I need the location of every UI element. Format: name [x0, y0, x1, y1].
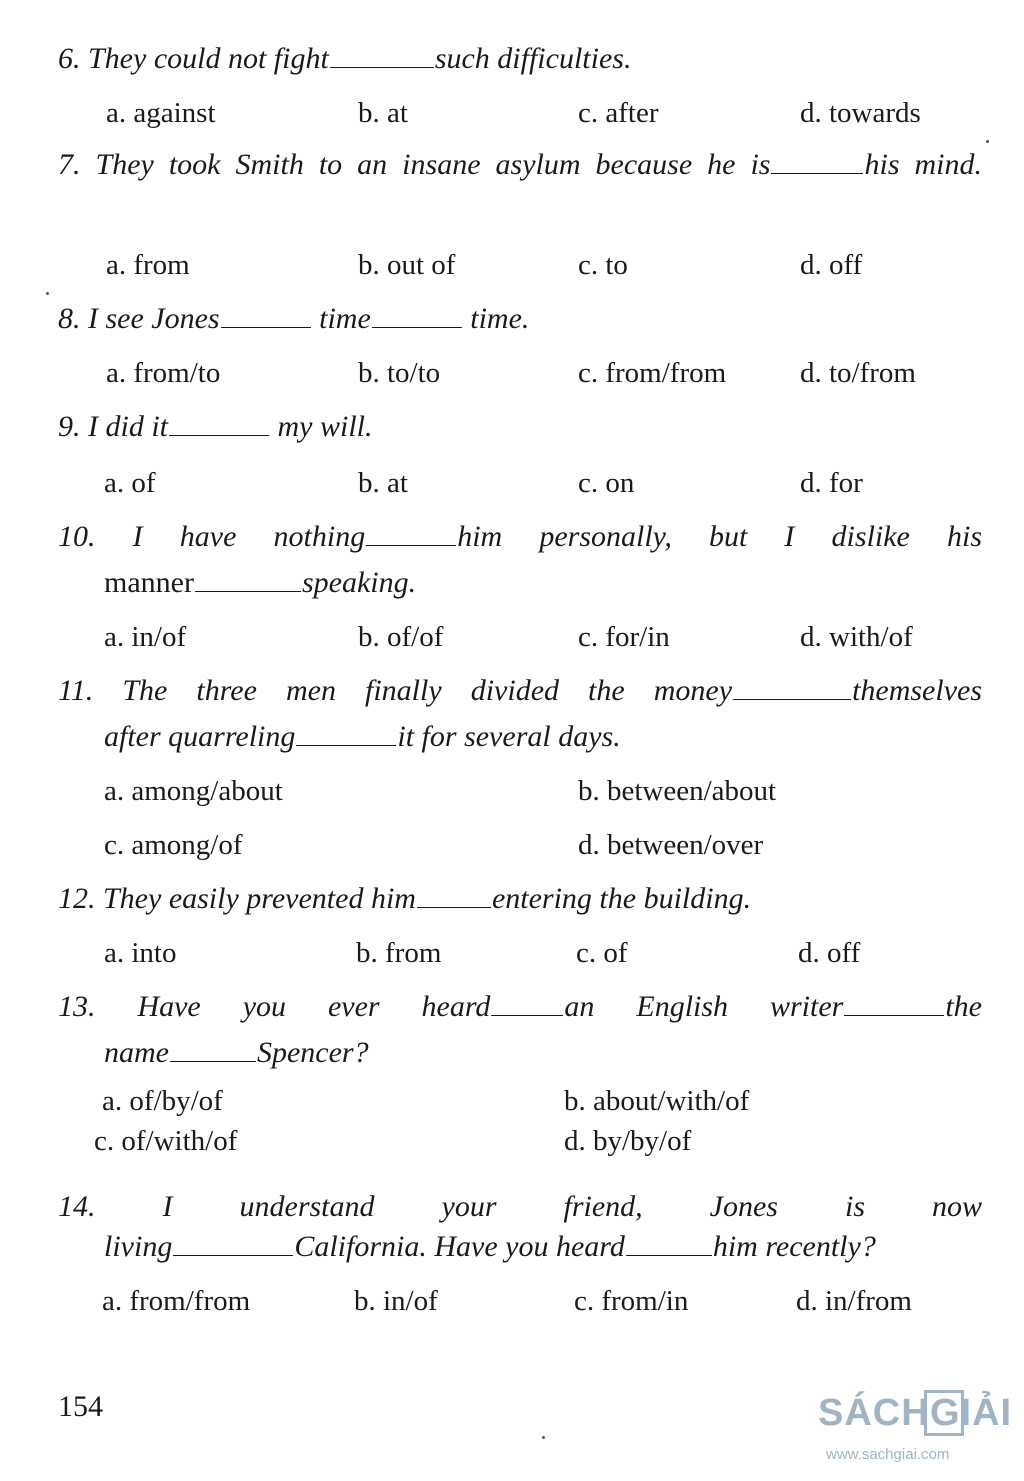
question-13: [58, 984, 982, 1076]
option-a[interactable]: a. in/of: [104, 621, 187, 653]
option-b[interactable]: b. in/of: [354, 1285, 438, 1317]
scan-speck: [46, 292, 49, 295]
question-number: 8.: [58, 302, 81, 335]
scan-speck: [986, 140, 989, 143]
answer-blank: [733, 698, 851, 700]
option-b[interactable]: b. at: [358, 467, 408, 499]
option-a[interactable]: a. of: [104, 467, 156, 499]
question-13-stem-line1: [58, 984, 982, 1030]
answer-blank: [844, 1014, 944, 1016]
option-c[interactable]: c. of: [576, 937, 628, 969]
option-c[interactable]: c. from/from: [578, 357, 727, 389]
answer-blank: [626, 1254, 712, 1256]
answer-blank: [372, 326, 462, 328]
question-number: 9.: [58, 410, 81, 443]
stem-text: Have you ever heard: [137, 990, 491, 1023]
option-d[interactable]: d. in/from: [796, 1285, 912, 1317]
option-c[interactable]: c. from/in: [574, 1285, 689, 1317]
question-12: [58, 876, 982, 922]
question-10-stem-line2: [58, 560, 982, 606]
watermark-brand-right: GIẢI: [930, 1392, 1013, 1434]
stem-text: California. Have you heard: [294, 1230, 625, 1263]
stem-text: speaking.: [301, 566, 417, 599]
answer-blank: [417, 906, 491, 908]
stem-text: such difficulties.: [434, 42, 632, 75]
option-b[interactable]: b. to/to: [358, 357, 441, 389]
question-7: [58, 142, 982, 188]
question-11-stem-line2: [58, 714, 982, 760]
stem-text: him recently?: [712, 1230, 876, 1263]
stem-text: name: [104, 1036, 169, 1069]
watermark-brand-left: SÁCH: [818, 1392, 930, 1434]
question-number: 6.: [58, 42, 81, 75]
option-a[interactable]: a. from/to: [106, 357, 221, 389]
stem-text: time: [319, 302, 371, 335]
stem-text: The three men finally divided the money: [122, 674, 733, 707]
question-number: 12.: [58, 882, 96, 915]
option-b[interactable]: b. out of: [358, 249, 456, 281]
question-8: [58, 296, 982, 342]
stem-text: I have nothing: [132, 520, 366, 553]
question-6-stem: [58, 36, 982, 82]
stem-text: They easily prevented him: [103, 882, 416, 915]
option-d[interactable]: d. between/over: [578, 829, 764, 861]
answer-blank: [330, 66, 434, 68]
option-c[interactable]: c. after: [578, 97, 659, 129]
question-10-stem-line1: [58, 514, 982, 560]
question-9-stem: [58, 404, 982, 450]
page-number: 154: [58, 1390, 103, 1423]
option-b[interactable]: b. of/of: [358, 621, 444, 653]
option-a[interactable]: a. among/about: [104, 775, 283, 807]
stem-text: Spencer?: [256, 1036, 369, 1069]
stem-text: themselves: [852, 674, 983, 707]
stem-text: entering the building.: [491, 882, 752, 915]
answer-blank: [491, 1014, 563, 1016]
stem-text: time.: [470, 302, 530, 335]
question-number: 11.: [58, 674, 94, 707]
question-10: [58, 514, 982, 606]
stem-text: I see Jones: [88, 302, 220, 335]
option-c[interactable]: c. on: [578, 467, 635, 499]
question-number: 7.: [58, 148, 81, 181]
option-d[interactable]: d. towards: [800, 97, 921, 129]
stem-text: him personally, but I dislike his: [457, 520, 983, 553]
scan-speck: [542, 1436, 545, 1439]
question-9: [58, 404, 982, 450]
answer-blank: [173, 1254, 293, 1256]
stem-text: after quarreling: [104, 720, 296, 753]
question-number: 10.: [58, 520, 96, 553]
question-11: [58, 668, 982, 760]
answer-blank: [195, 590, 301, 592]
question-6: [58, 36, 982, 82]
stem-text: an English writer: [564, 990, 844, 1023]
option-a[interactable]: a. into: [104, 937, 177, 969]
question-number: 14.: [58, 1190, 96, 1223]
answer-blank: [169, 434, 269, 436]
stem-text: the: [945, 990, 982, 1023]
option-c[interactable]: c. of/with/of: [94, 1125, 238, 1157]
option-d[interactable]: d. by/by/of: [564, 1125, 692, 1157]
option-b[interactable]: b. about/with/of: [564, 1085, 750, 1117]
option-d[interactable]: d. to/from: [800, 357, 916, 389]
stem-text: They took Smith to an insane asylum because he is: [95, 148, 771, 181]
option-d[interactable]: d. for: [800, 467, 863, 499]
stem-text: They could not fight: [88, 42, 329, 75]
option-d[interactable]: d. off: [800, 249, 863, 281]
option-b[interactable]: b. at: [358, 97, 408, 129]
option-a[interactable]: a. from: [106, 249, 190, 281]
question-12-stem: [58, 876, 982, 922]
question-8-stem: [58, 296, 982, 342]
option-a[interactable]: a. against: [106, 97, 216, 129]
option-c[interactable]: c. to: [578, 249, 628, 281]
question-13-stem-line2: [58, 1030, 982, 1076]
answer-blank: [170, 1060, 256, 1062]
question-7-stem-line1: [58, 142, 982, 188]
stem-text: living: [104, 1230, 173, 1263]
option-c[interactable]: c. for/in: [578, 621, 670, 653]
stem-text: my will.: [277, 410, 373, 443]
option-a[interactable]: a. from/from: [102, 1285, 251, 1317]
watermark-url: www.sachgiai.com: [826, 1446, 950, 1463]
option-d[interactable]: d. off: [798, 937, 861, 969]
answer-blank: [296, 744, 396, 746]
question-number: 13.: [58, 990, 96, 1023]
watermark-logo: [818, 1392, 1018, 1472]
stem-text: manner: [104, 566, 194, 599]
option-a[interactable]: a. of/by/of: [102, 1085, 223, 1117]
question-14-stem-line2: [58, 1224, 982, 1270]
option-c[interactable]: c. among/of: [104, 829, 243, 861]
stem-text: I did it: [88, 410, 168, 443]
stem-text: I understand your friend, Jones is now: [162, 1190, 983, 1223]
stem-text: it for several days.: [397, 720, 621, 753]
answer-blank: [221, 326, 311, 328]
question-14: [58, 1184, 982, 1270]
option-d[interactable]: d. with/of: [800, 621, 913, 653]
question-11-stem-line1: [58, 668, 982, 714]
answer-blank: [366, 544, 456, 546]
answer-blank: [771, 172, 863, 174]
option-b[interactable]: b. between/about: [578, 775, 777, 807]
stem-text: his mind.: [864, 148, 983, 181]
option-b[interactable]: b. from: [356, 937, 442, 969]
